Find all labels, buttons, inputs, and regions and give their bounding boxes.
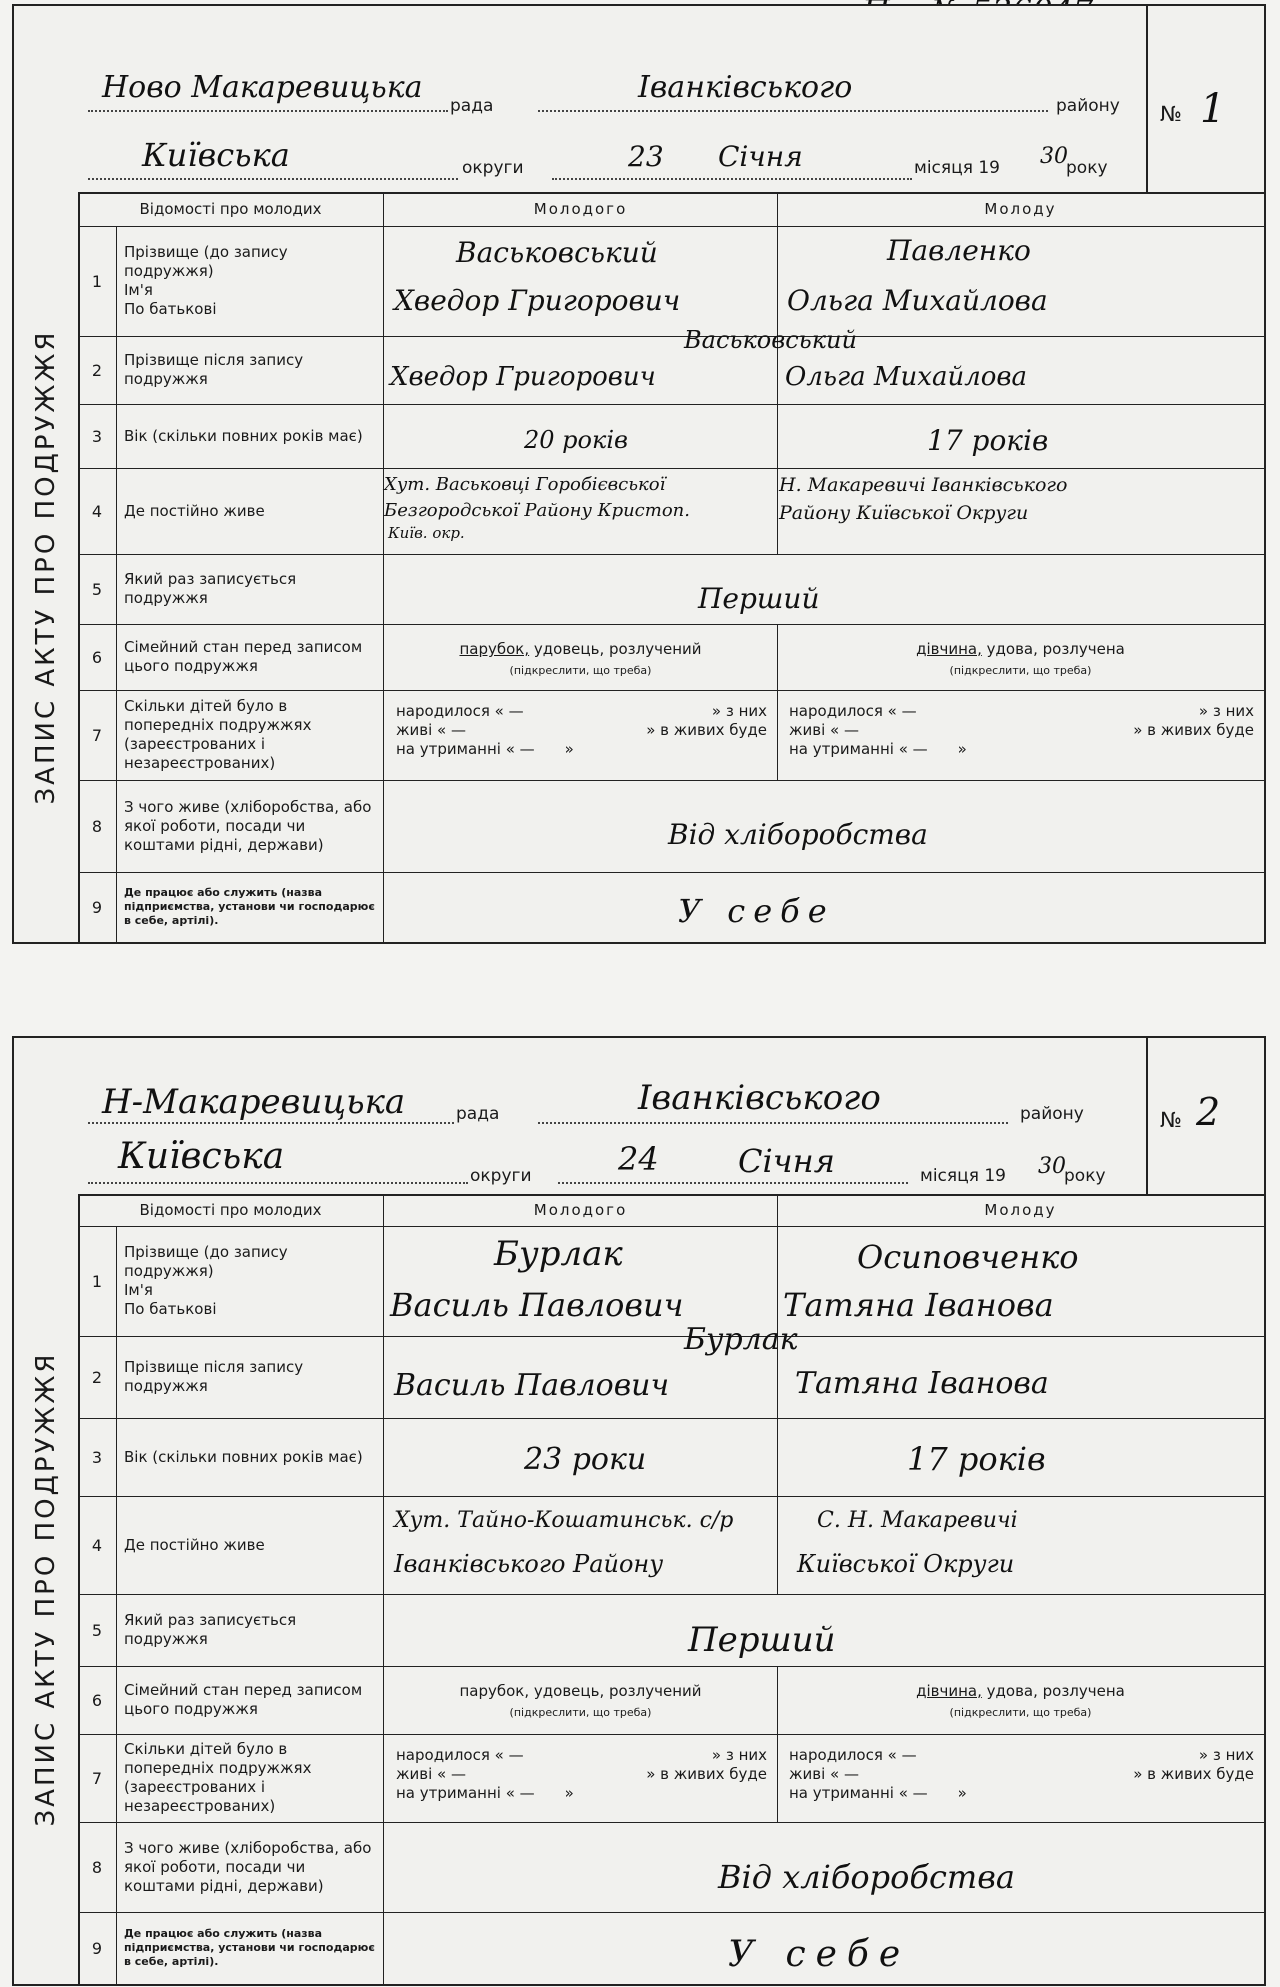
groom-residence-3: Київ. окр. xyxy=(388,524,465,542)
table-row-9: 9 Де працює або служить (назва підприємства, установи чи господарює в себе, артілі). У себе xyxy=(78,1912,1264,1984)
day-value: 23 xyxy=(628,140,664,173)
bride-surname: Павленко xyxy=(887,234,1031,267)
month-label: місяця 19 xyxy=(920,1166,1006,1186)
table-row-6: 6 Сімейний стан перед записом цього подружжя парубок, удовець, розлучений (підкреслити, що треба) дівчина, удова, розлучена (підкреслити, що треба) xyxy=(78,1666,1264,1735)
bride-residence-2: Району Київської Округи xyxy=(779,502,1029,524)
record-number: 2 xyxy=(1196,1090,1221,1134)
groom-children: народилося « — » з них живі « — » в живих буде на утриманні « — » xyxy=(396,702,767,758)
col-header-bride: Молоду xyxy=(984,1201,1057,1219)
row-8-label: З чого живе (хліборобства, або якої роботи, посади чи коштами рідні, держави) xyxy=(116,780,384,872)
rada-value: Н-Макаревицька xyxy=(102,1082,406,1122)
bride-status: дівчина, удова, розлучена (підкреслити, що треба) xyxy=(916,640,1125,677)
rada-label: рада xyxy=(456,1104,500,1124)
groom-age: 20 років xyxy=(524,426,628,454)
rada-value: Ново Макаревицька xyxy=(102,70,423,105)
okrug-value: Київська xyxy=(118,1136,285,1177)
table-row-2: 2 Прізвище після запису подружжя Васьковський Хведор Григорович Ольга Михайлова xyxy=(78,336,1264,405)
record-number-box xyxy=(1146,1038,1264,1194)
times-married: Перший xyxy=(698,582,820,615)
year-value: 30 xyxy=(1040,144,1068,169)
bride-residence-2: Київської Округи xyxy=(797,1550,1015,1578)
raion-value: Іванківського xyxy=(638,70,853,105)
table-row-4: 4 Де постійно живе Хут. Васьковці Горобієвської Безгородської Району Кристоп. Київ. окр. Н. Макаревичі Іванківського Району Київської Округи xyxy=(78,468,1264,555)
bride-name: Ольга Михайлова xyxy=(787,284,1048,317)
row-4-label: Де постійно живе xyxy=(116,468,384,554)
col-header-groom: Молодого xyxy=(384,1194,778,1226)
table-row-8: 8 З чого живе (хліборобства, або якої роботи, посади чи коштами рідні, держави) Від хліборобства xyxy=(78,780,1264,873)
okrug-value: Київська xyxy=(142,136,290,174)
row-2-label: Прізвище після запису подружжя xyxy=(116,1336,384,1418)
number-label: № xyxy=(1160,1108,1182,1132)
row-9-label: Де працює або служить (назва підприємства, установи чи господарює в себе, артілі). xyxy=(116,1912,384,1984)
times-married: Перший xyxy=(688,1620,836,1660)
row-6-label: Сімейний стан перед записом цього подружжя xyxy=(116,624,384,690)
col-header-info: Відомості про молодих xyxy=(78,1194,384,1226)
side-title: ЗАПИС АКТУ ПРО ПОДРУЖЖЯ xyxy=(14,192,80,942)
table-row-3: 3 Вік (скільки повних років має) 20 років 17 років xyxy=(78,404,1264,469)
bride-children: народилося « — » з них живі « — » в живих буде на утриманні « — » xyxy=(789,702,1254,758)
year-value: 30 xyxy=(1038,1154,1066,1179)
table-row-8: 8 З чого живе (хліборобства, або якої роботи, посади чи коштами рідні, держави) Від хліборобства xyxy=(78,1822,1264,1913)
year-label: року xyxy=(1064,1166,1106,1186)
groom-surname-after: Бурлак xyxy=(684,1322,798,1357)
row-7-label: Скільки дітей було в попередніх подружжях (зареєстрованих і незареєстрованих) xyxy=(116,1734,384,1822)
groom-name-after: Хведор Григорович xyxy=(390,362,656,392)
row-5-label: Який раз записується подружжя xyxy=(116,1594,384,1666)
row-4-label: Де постійно живе xyxy=(116,1496,384,1594)
row-2-label: Прізвище після запису подружжя xyxy=(116,336,384,404)
groom-status: парубок, удовець, розлучений (підкреслити, що треба) xyxy=(459,1682,702,1719)
month-label: місяця 19 xyxy=(914,158,1000,178)
groom-name: Василь Павлович xyxy=(390,1286,684,1324)
row-6-label: Сімейний стан перед записом цього подружжя xyxy=(116,1666,384,1734)
row-8-label: З чого живе (хліборобства, або якої роботи, посади чи коштами рідні, держави) xyxy=(116,1822,384,1912)
table-row-4: 4 Де постійно живе Хут. Тайно-Кошатинськ. с/р Іванківського Району С. Н. Макаревичі Київської Округи xyxy=(78,1496,1264,1595)
bride-name-after: Ольга Михайлова xyxy=(785,362,1028,392)
bride-surname: Осиповченко xyxy=(857,1238,1079,1276)
bride-age: 17 років xyxy=(927,424,1049,457)
livelihood: Від хліборобства xyxy=(718,1858,1015,1896)
col-header-info: Відомості про молодих xyxy=(78,192,384,226)
groom-name-after: Василь Павлович xyxy=(394,1368,670,1403)
year-label: року xyxy=(1066,158,1108,178)
row-7-label: Скільки дітей було в попередніх подружжях (зареєстрованих і незареєстрованих) xyxy=(116,690,384,780)
okrug-label: округи xyxy=(470,1166,532,1186)
table-row-2: 2 Прізвище після запису подружжя Бурлак Василь Павлович Татяна Іванова xyxy=(78,1336,1264,1419)
table-row-5: 5 Який раз записується подружжя Перший xyxy=(78,1594,1264,1667)
groom-age: 23 роки xyxy=(524,1442,647,1477)
table-row-7: 7 Скільки дітей було в попередніх подружжях (зареєстрованих і незареєстрованих) народилося « — » з них живі « — » в живих буде на утриманні « — » народилося « — » з них живі « — » в живих буде на утриманні « — » xyxy=(78,1734,1264,1823)
workplace: У себе xyxy=(678,892,835,930)
record-header xyxy=(78,1038,1264,1196)
okrug-label: округи xyxy=(462,158,524,178)
row-3-label: Вік (скільки повних років має) xyxy=(116,404,384,468)
bride-children: народилося « — » з них живі « — » в живих буде на утриманні « — » xyxy=(789,1746,1254,1802)
bride-residence-1: Н. Макаревичі Іванківського xyxy=(779,474,1068,496)
groom-surname-after: Васьковський xyxy=(684,326,857,354)
month-value: Січня xyxy=(718,140,803,173)
workplace: У себе xyxy=(728,1934,911,1975)
raion-label: району xyxy=(1020,1104,1084,1124)
groom-surname: Бурлак xyxy=(494,1234,623,1274)
row-9-label: Де працює або служить (назва підприємства, установи чи господарює в себе, артілі). xyxy=(116,872,384,942)
row-3-label: Вік (скільки повних років має) xyxy=(116,1418,384,1496)
record-table xyxy=(78,192,1264,942)
bride-age: 17 років xyxy=(907,1440,1046,1478)
table-header-row xyxy=(78,192,1264,227)
table-header-row xyxy=(78,1194,1264,1227)
bride-residence-1: С. Н. Макаревичі xyxy=(817,1508,1018,1533)
table-row-1: 1 Прізвище (до запису подружжя) Ім'я По батькові Бурлак Василь Павлович Осиповченко Татяна Іванова xyxy=(78,1226,1264,1337)
groom-residence-1: Хут. Тайно-Кошатинськ. с/р xyxy=(394,1508,734,1533)
table-row-7: 7 Скільки дітей було в попередніх подружжях (зареєстрованих і незареєстрованих) народилося « — » з них живі « — » в живих буде на утриманні « — » народилося « — » з них живі « — » в живих буде на утриманні « — » xyxy=(78,690,1264,781)
groom-name: Хведор Григорович xyxy=(394,284,681,317)
groom-residence-1: Хут. Васьковці Горобієвської xyxy=(384,474,666,495)
month-value: Січня xyxy=(738,1142,835,1180)
livelihood: Від хліборобства xyxy=(668,818,928,851)
raion-value: Іванківського xyxy=(638,1078,881,1118)
bride-name-after: Татяна Іванова xyxy=(795,1366,1049,1401)
raion-label: району xyxy=(1056,96,1120,116)
record-header xyxy=(78,6,1264,194)
day-value: 24 xyxy=(618,1140,659,1178)
marriage-record-2 xyxy=(12,1036,1266,1986)
bride-status: дівчина, удова, розлучена (підкреслити, що треба) xyxy=(916,1682,1125,1719)
groom-residence-2: Іванківського Району xyxy=(394,1550,664,1578)
table-row-6: 6 Сімейний стан перед записом цього подружжя парубок, удовець, розлучений (підкреслити, що треба) дівчина, удова, розлучена (підкреслити, що треба) xyxy=(78,624,1264,691)
record-number: 1 xyxy=(1200,86,1226,132)
record-table xyxy=(78,1194,1264,1984)
rada-label: рада xyxy=(450,96,494,116)
groom-children: народилося « — » з них живі « — » в живих буде на утриманні « — » xyxy=(396,1746,767,1802)
record-number-box xyxy=(1146,6,1264,192)
bride-name: Татяна Іванова xyxy=(783,1286,1054,1324)
col-header-bride: Молоду xyxy=(984,200,1057,218)
table-row-3: 3 Вік (скільки повних років має) 23 роки 17 років xyxy=(78,1418,1264,1497)
marriage-record-1 xyxy=(12,4,1266,944)
row-1-label: Прізвище (до запису подружжя) Ім'я По батькові xyxy=(116,226,384,336)
col-header-groom: Молодого xyxy=(384,192,778,226)
groom-residence-2: Безгородської Району Кристоп. xyxy=(384,500,690,521)
table-row-5: 5 Який раз записується подружжя Перший xyxy=(78,554,1264,625)
table-row-1: 1 Прізвище (до запису подружжя) Ім'я По батькові Васьковський Хведор Григорович Павленко Ольга Михайлова xyxy=(78,226,1264,337)
groom-status: парубок, удовець, розлучений (підкреслити, що треба) xyxy=(459,640,702,677)
table-row-9: 9 Де працює або служить (назва підприємства, установи чи господарює в себе, артілі). У себе xyxy=(78,872,1264,942)
row-5-label: Який раз записується подружжя xyxy=(116,554,384,624)
number-label: № xyxy=(1160,102,1182,126)
row-1-label: Прізвище (до запису подружжя) Ім'я По батькові xyxy=(116,1226,384,1336)
side-title: ЗАПИС АКТУ ПРО ПОДРУЖЖЯ xyxy=(14,1194,80,1984)
groom-surname: Васьковський xyxy=(456,236,658,269)
